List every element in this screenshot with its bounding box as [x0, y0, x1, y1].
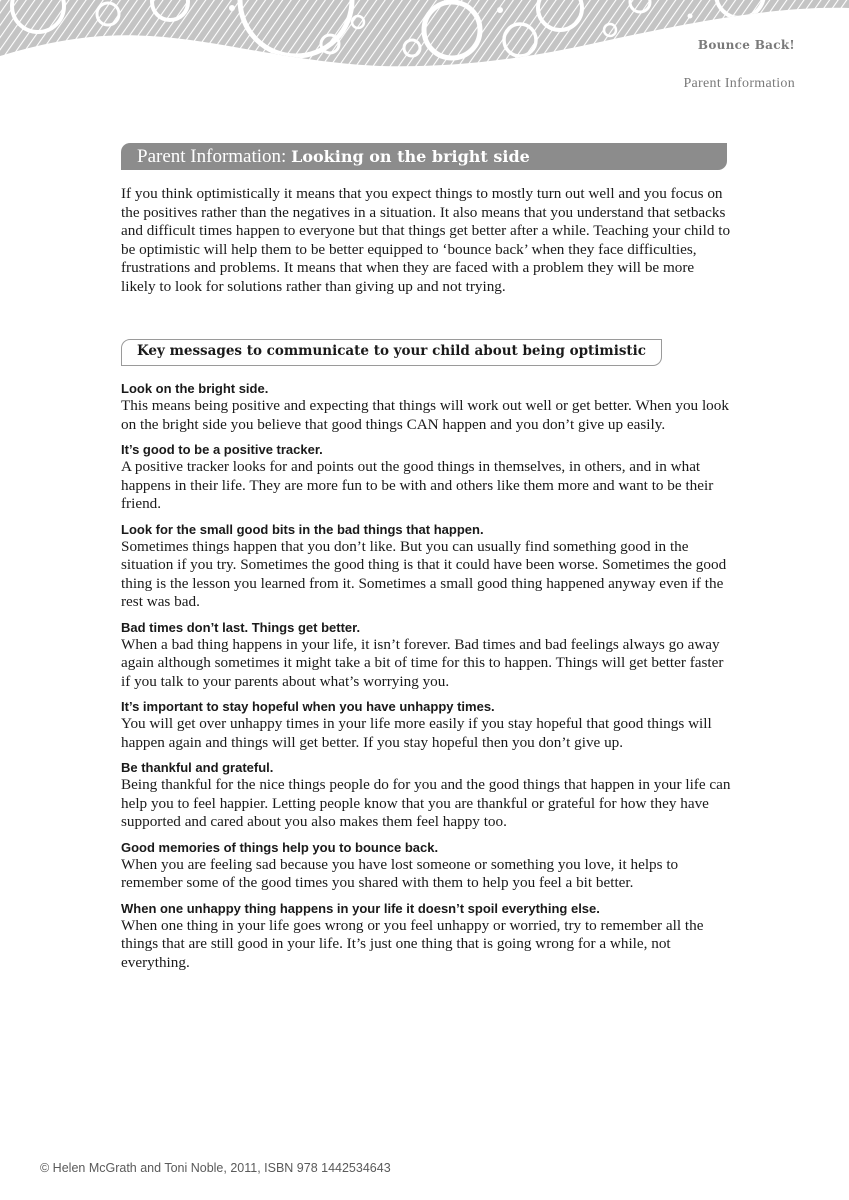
- message-item: [121, 441, 733, 514]
- book-title: Bounce Back!: [697, 38, 795, 52]
- message-title: Good memories of things help you to bounce back.: [121, 839, 439, 855]
- message-body: You will get over unhappy times in your life more easily if you stay hopeful that good things will happen again and things will get better. If you stay hopeful then you don’t give up.: [121, 715, 712, 751]
- intro-paragraph: If you think optimistically it means that you expect things to mostly turn out well and you focus on the positives rather than the negatives in a situation. It also means that you understand that setbacks and difficult times happen to everyone but that things get better after a while. Teaching your child to be optimistic will help them to be better equipped to ‘bounce back’ when they face difficulties, frustrations and problems. It means that when they are faced with a problem they will be more likely to look for solutions rather than giving up and not trying.: [121, 185, 731, 295]
- copyright-footer: © Helen McGrath and Toni Noble, 2011, ISBN 978 1442534643: [40, 1161, 391, 1175]
- page-title-prefix: Parent Information:: [137, 146, 292, 167]
- message-item: [121, 521, 733, 612]
- key-messages-list: [121, 380, 733, 979]
- message-body: A positive tracker looks for and points out the good things in themselves, in others, and in what happens in their life. They are more fun to be with and others like them more and want to be their friend.: [121, 458, 714, 512]
- page-title-topic: Looking on the bright side: [291, 147, 530, 166]
- message-body: Being thankful for the nice things people do for you and the good things that happen in your life can help you to feel happier. Letting people know that you are thankful or grateful for how they have supported and cared about you also makes them feel happy too.: [121, 776, 731, 830]
- section-label: Parent Information: [683, 76, 795, 91]
- message-body: This means being positive and expecting that things will work out well or get better. When you look on the bright side you believe that good things CAN happen and you don’t give up easily.: [121, 397, 729, 433]
- message-title: Look on the bright side.: [121, 381, 269, 396]
- message-body: When you are feeling sad because you have lost someone or something you love, it helps to remember some of the good times you shared with them to help you feel a bit better.: [121, 855, 679, 891]
- message-title: Be thankful and grateful.: [121, 760, 274, 775]
- message-title: When one unhappy thing happens in your life it doesn’t spoil everything else.: [121, 900, 600, 916]
- message-title: It’s good to be a positive tracker.: [121, 442, 323, 457]
- message-item: [121, 619, 733, 692]
- key-messages-heading: Key messages to communicate to your child about being optimistic: [121, 339, 662, 366]
- page-title: [121, 143, 727, 170]
- message-item: [121, 759, 733, 832]
- message-item: [121, 698, 733, 752]
- message-title: Bad times don’t last. Things get better.: [121, 619, 361, 635]
- message-body: Sometimes things happen that you don’t like. But you can usually find something good in the situation if you try. Sometimes the good thing is that it could have been worse. Sometimes the good thing is the lesson you learned from it. Sometimes a small good thing happened anyway even if the rest was bad.: [121, 537, 727, 610]
- message-item: [121, 380, 733, 434]
- message-item: [121, 839, 733, 893]
- message-body: When a bad thing happens in your life, it isn’t forever. Bad times and bad feelings always go away again although sometimes it might take a bit of time for this to happen. Things will get better faster if you talk to your parents about what’s worrying you.: [121, 635, 724, 690]
- message-body: When one thing in your life goes wrong or you feel unhappy or worried, try to remember all the things that are still good in your life. It’s just one thing that is going wrong for a while, not everything.: [121, 916, 704, 971]
- message-title: It’s important to stay hopeful when you have unhappy times.: [121, 699, 495, 714]
- message-item: [121, 900, 733, 973]
- message-title: Look for the small good bits in the bad things that happen.: [121, 521, 484, 537]
